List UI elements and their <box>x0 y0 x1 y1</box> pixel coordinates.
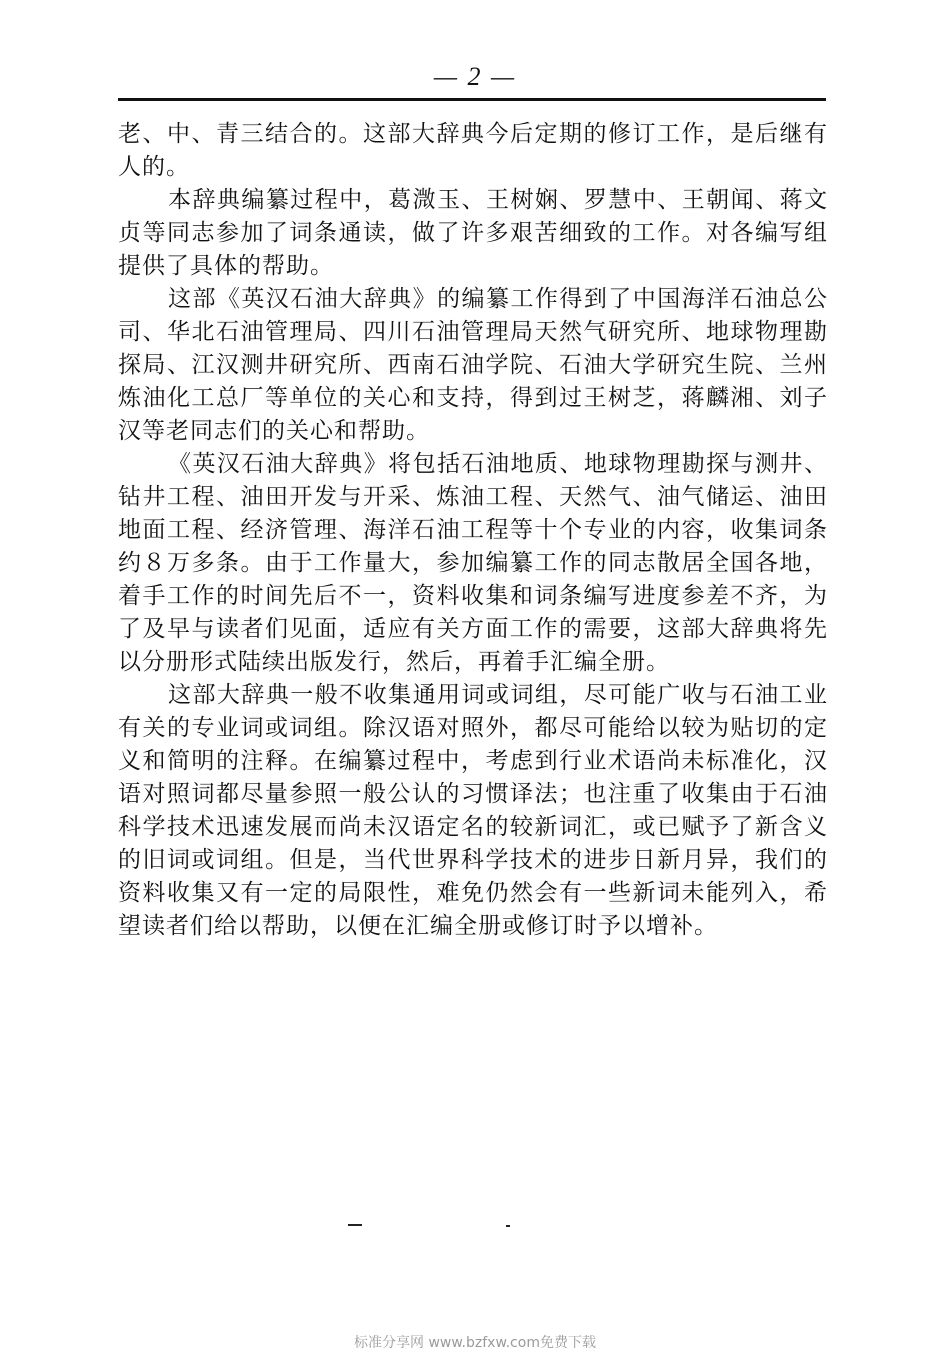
paragraph-4: 《英汉石油大辞典》将包括石油地质、地球物理勘探与测井、钻井工程、油田开发与开采、炼油工程、天然气、油气储运、油田地面工程、经济管理、海洋石油工程等十个专业的内容，收集词条约８万多条。由于工作量大，参加编纂工作的同志散居全国各地，着手工作的时间先后不一，资料收集和词条编写进度参差不齐，为了及早与读者们见面，适应有关方面工作的需要，这部大辞典将先以分册形式陆续出版发行，然后，再着手汇编全册。 <box>118 451 828 675</box>
header-rule <box>118 98 826 101</box>
page-number: — 2 — <box>433 62 517 91</box>
watermark: 标准分享网 www.bzfxw.com免费下载 <box>354 1335 596 1351</box>
paragraph-5: 这部大辞典一般不收集通用词或词组，尽可能广收与石油工业有关的专业词或词组。除汉语对照外，都尽可能给以较为贴切的定义和简明的注释。在编纂过程中，考虑到行业术语尚未标准化，汉语对照词都尽量参照一般公认的习惯译法；也注重了收集由于石油科学技术迅速发展而尚未汉语定名的较新词汇，或已赋予了新含义的旧词或词组。但是，当代世界科学技术的进步日新月异，我们的资料收集又有一定的局限性，难免仍然会有一些新词未能列入，希望读者们给以帮助，以便在汇编全册或修订时予以增补。 <box>118 682 828 939</box>
scan-speck-right <box>506 1225 510 1227</box>
paragraph-3: 这部《英汉石油大辞典》的编纂工作得到了中国海洋石油总公司、华北石油管理局、四川石油管理局天然气研究所、地球物理勘探局、江汉测井研究所、西南石油学院、石油大学研究生院、兰州炼油化工总厂等单位的关心和支持，得到过王树芝，蒋麟湘、刘子汉等老同志们的关心和帮助。 <box>118 286 828 444</box>
paragraph-2: 本辞典编纂过程中，葛溦玉、王树娴、罗慧中、王朝闻、蒋文贞等同志参加了词条通读，做了许多艰苦细致的工作。对各编写组提供了具体的帮助。 <box>118 187 828 279</box>
paragraph-1: 老、中、青三结合的。这部大辞典今后定期的修订工作，是后继有人的。 <box>118 121 828 180</box>
scan-speck-left <box>348 1224 362 1226</box>
body-text <box>118 118 828 943</box>
